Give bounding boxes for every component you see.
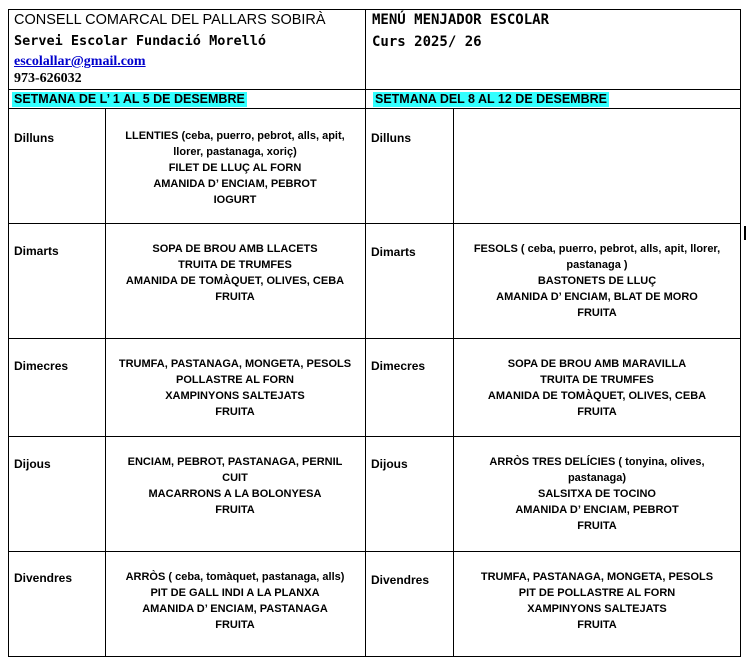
dish-line: FRUITA	[577, 520, 617, 532]
menu-cell	[453, 356, 741, 420]
dish-line: PIT DE POLLASTRE AL FORN	[518, 587, 676, 599]
dish-line: ENCIAM, PEBROT, PASTANAGA, PERNIL	[127, 456, 343, 468]
dish-line: AMANIDA D’ ENCIAM, PEBROT	[153, 178, 317, 190]
dish-line: LLENTIES (ceba, puerro, pebrot, alls, apit,	[125, 130, 345, 142]
dish-line: BASTONETS DE LLUÇ	[537, 275, 657, 287]
dish-line: AMANIDA D’ ENCIAM, PEBROT	[515, 504, 679, 516]
day-label: Divendres	[14, 571, 73, 585]
dish-line: SALSITXA DE TOCINO	[538, 488, 656, 500]
menu-cell	[105, 356, 365, 420]
dish-line: FRUITA	[215, 619, 255, 631]
menu-cell	[105, 454, 365, 518]
dish-line: llorer, pastanaga, xoriç)	[173, 146, 297, 158]
day-label: Dijous	[371, 457, 408, 471]
dish-line: TRUITA DE TRUMFES	[178, 259, 292, 271]
day-label: Dilluns	[14, 131, 55, 145]
dish-line: pastanaga)	[567, 472, 627, 484]
dish-line: AMANIDA DE TOMÀQUET, OLIVES, CEBA	[125, 275, 345, 287]
menu-cell	[105, 128, 365, 208]
menu-cell	[105, 569, 365, 633]
dish-line: XAMPINYONS SALTEJATS	[165, 390, 305, 402]
email-link[interactable]: escolallar@gmail.com	[14, 54, 146, 69]
dish-line: FRUITA	[215, 406, 255, 418]
menu-cell	[453, 454, 741, 534]
row-divider	[8, 436, 741, 437]
dish-line: FRUITA	[577, 406, 617, 418]
phone-number: 973-626032	[14, 71, 82, 86]
day-label: Dimarts	[371, 245, 416, 259]
menu-cell	[453, 569, 741, 633]
dish-line: FRUITA	[215, 291, 255, 303]
dish-line: ARRÒS ( ceba, tomàquet, pastanaga, alls)	[125, 571, 345, 583]
dish-line: FESOLS ( ceba, puerro, pebrot, alls, apit, llorer,	[473, 243, 721, 255]
dish-line: CUIT	[222, 472, 248, 484]
day-label: Dilluns	[371, 131, 412, 145]
dish-line: AMANIDA DE TOMÀQUET, OLIVES, CEBA	[487, 390, 707, 402]
dish-line: POLLASTRE AL FORN	[176, 374, 294, 386]
menu-cell	[453, 241, 741, 321]
dish-line: AMANIDA D’ ENCIAM, BLAT DE MORO	[496, 291, 698, 303]
dish-line: TRUITA DE TRUMFES	[540, 374, 654, 386]
header-divider	[8, 89, 741, 90]
row-divider	[8, 551, 741, 552]
dish-line: FRUITA	[577, 307, 617, 319]
day-label: Dijous	[14, 457, 51, 471]
dish-line: ARRÒS TRES DELÍCIES ( tonyina, olives,	[489, 456, 705, 468]
menu-cell	[105, 241, 365, 305]
dish-line: FRUITA	[577, 619, 617, 631]
menu-title: MENÚ MENJADOR ESCOLAR	[372, 12, 550, 28]
service-name: Servei Escolar Fundació Morelló	[14, 33, 266, 49]
dish-line: FRUITA	[215, 504, 255, 516]
week-1-label: SETMANA DE L’ 1 AL 5 DE DESEMBRE	[14, 92, 245, 106]
week-row-divider	[8, 108, 741, 109]
org-name: CONSELL COMARCAL DEL PALLARS SOBIRÀ	[14, 12, 326, 28]
dish-line: pastanaga )	[566, 259, 628, 271]
dish-line: IOGURT	[213, 194, 257, 206]
day-label: Dimecres	[371, 359, 426, 373]
dish-line: FILET DE LLUÇ AL FORN	[168, 162, 302, 174]
day-label: Divendres	[371, 573, 430, 587]
dish-line: PIT DE GALL INDI A LA PLANXA	[150, 587, 320, 599]
dish-line: SOPA DE BROU AMB LLACETS	[152, 243, 318, 255]
week-2-label: SETMANA DEL 8 AL 12 DE DESEMBRE	[375, 92, 607, 106]
dish-line: MACARRONS A LA BOLONYESA	[148, 488, 322, 500]
course-label: Curs 2025/ 26	[372, 34, 482, 50]
day-label: Dimarts	[14, 244, 59, 258]
row-divider	[8, 338, 741, 339]
dish-line: XAMPINYONS SALTEJATS	[527, 603, 667, 615]
center-divider	[365, 9, 366, 657]
dish-line: TRUMFA, PASTANAGA, MONGETA, PESOLS	[118, 358, 352, 370]
day-label: Dimecres	[14, 359, 69, 373]
dish-line: TRUMFA, PASTANAGA, MONGETA, PESOLS	[480, 571, 714, 583]
dish-line: SOPA DE BROU AMB MARAVILLA	[507, 358, 687, 370]
dish-line: AMANIDA D’ ENCIAM, PASTANAGA	[142, 603, 328, 615]
page-edge-mark	[744, 226, 746, 240]
row-divider	[8, 223, 741, 224]
